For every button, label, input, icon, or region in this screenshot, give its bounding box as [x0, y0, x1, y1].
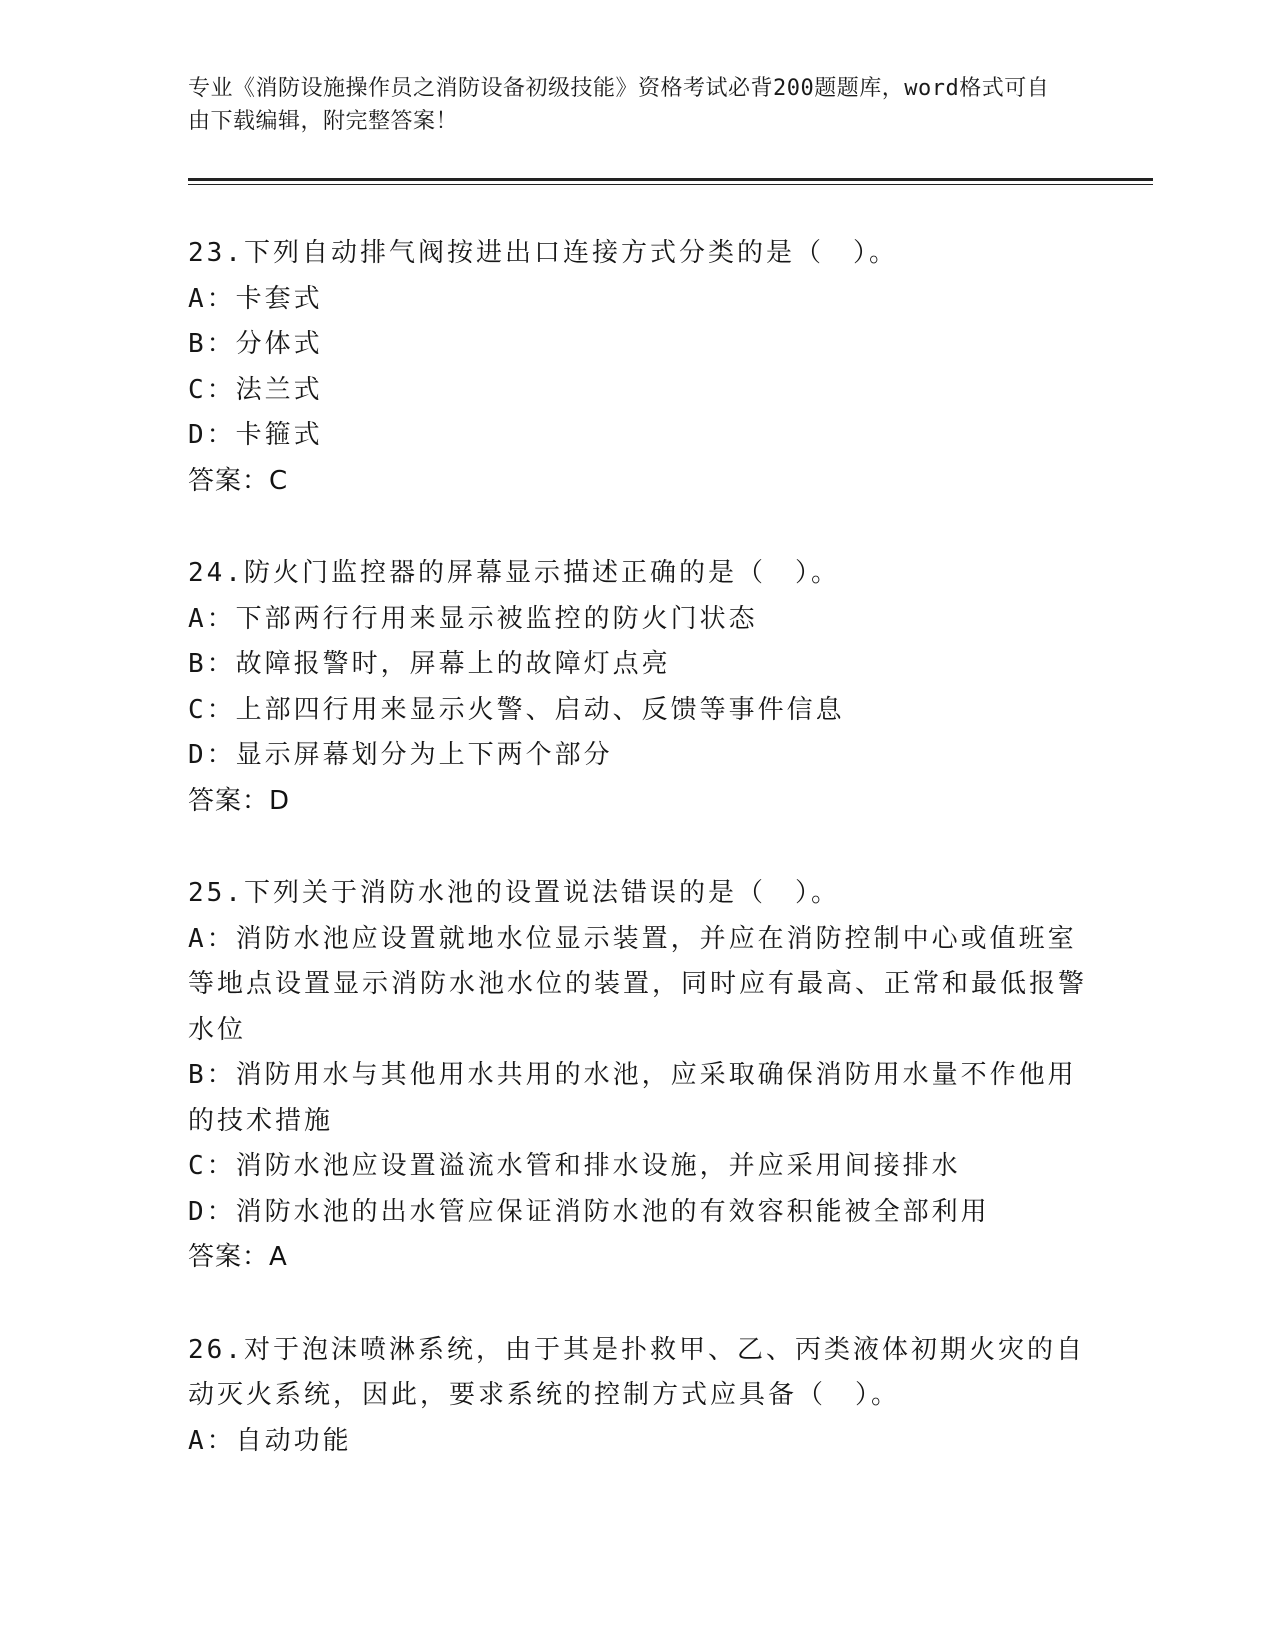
answer-line: 答案：C: [188, 465, 289, 496]
option-b: B：消防用水与其他用水共用的水池，应采取确保消防用水量不作他用的技术措施: [188, 1060, 1077, 1136]
option-a: A：下部两行行用来显示被监控的防火门状态: [188, 603, 758, 634]
option-d: D：卡箍式: [188, 420, 323, 450]
question-text: 24.防火门监控器的屏幕显示描述正确的是（ ）。: [188, 558, 840, 588]
option-c: C：法兰式: [188, 374, 323, 405]
option-b: B：分体式: [188, 329, 323, 359]
question-25: [188, 871, 1088, 1281]
option-b: B：故障报警时，屏幕上的故障灯点亮: [188, 649, 671, 679]
header-divider-thin: [188, 184, 1153, 185]
question-text: 26.对于泡沫喷淋系统，由于其是扑救甲、乙、丙类液体初期火灾的自动灭火系统，因此，要求系统的控制方式应具备（ ）。: [188, 1334, 1085, 1410]
option-d: D：消防水池的出水管应保证消防水池的有效容积能被全部利用: [188, 1196, 990, 1227]
header-divider-thick: [188, 178, 1153, 181]
question-24: [188, 551, 1088, 824]
answer-line: 答案：D: [188, 785, 291, 816]
question-23: [188, 231, 1088, 504]
question-list: [188, 231, 1088, 1511]
option-c: C：上部四行用来显示火警、启动、反馈等事件信息: [188, 694, 845, 725]
option-a: A：自动功能: [188, 1425, 352, 1456]
answer-line: 答案：A: [188, 1242, 288, 1272]
option-a: A：卡套式: [188, 283, 323, 314]
document-header-intro: 专业《消防设施操作员之消防设备初级技能》资格考试必背200题题库，word格式可自由下载编辑，附完整答案！: [188, 76, 1050, 134]
question-text: 25.下列关于消防水池的设置说法错误的是（ ）。: [188, 878, 840, 908]
option-c: C：消防水池应设置溢流水管和排水设施，并应采用间接排水: [188, 1151, 961, 1181]
option-a: A：消防水池应设置就地水位显示装置，并应在消防控制中心或值班室等地点设置显示消防水池水位的装置，同时应有最高、正常和最低报警水位: [188, 923, 1088, 1045]
option-d: D：显示屏幕划分为上下两个部分: [188, 740, 613, 770]
question-text: 23.下列自动排气阀按进出口连接方式分类的是（ ）。: [188, 238, 898, 268]
question-26: [188, 1328, 1088, 1465]
